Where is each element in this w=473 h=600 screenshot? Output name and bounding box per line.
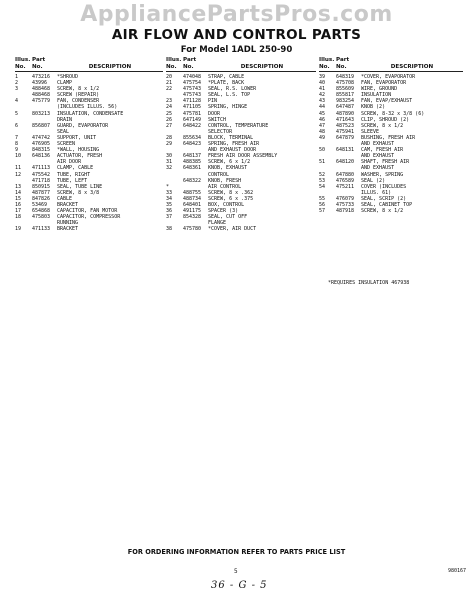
part-number: 43996	[32, 80, 48, 87]
part-number: 488385	[183, 159, 202, 166]
part-header: Part	[183, 57, 197, 63]
illus-number: 36	[166, 208, 173, 215]
illus-number: 40	[319, 80, 326, 87]
part-no-header: No.	[183, 63, 194, 70]
part-description: CAPACITOR, COMPRESSOR	[57, 214, 121, 221]
part-number: 471718	[32, 177, 51, 184]
illus-number: 27	[166, 122, 173, 129]
part-number: 647880	[336, 171, 355, 178]
part-number: 654868	[32, 208, 51, 215]
part-number: 487877	[32, 189, 51, 196]
illus-number: 19	[15, 226, 22, 233]
part-description: CLAMP	[57, 80, 73, 87]
part-number: 475743	[183, 92, 202, 99]
illus-no-header: No.	[166, 63, 177, 70]
illus-number: 28	[166, 134, 173, 141]
part-description: CONTROL, TEMPERATURE	[208, 122, 269, 129]
part-header: Part	[32, 57, 46, 63]
part-number: 648137	[183, 153, 202, 160]
part-number: 474048	[183, 74, 202, 80]
part-description: FAN, CONDENSER	[57, 98, 100, 105]
illus-number: 34	[166, 195, 173, 202]
illus-number: 29	[166, 141, 173, 148]
illus-number: 5	[15, 110, 19, 117]
illus-number: 42	[319, 92, 326, 99]
part-number: 53469	[32, 201, 48, 208]
illus-header: Illus.	[319, 57, 335, 63]
part-description: FRESH AIR DOOR ASSEMBLY	[208, 153, 278, 160]
illus-number: 13	[15, 183, 22, 190]
page-number: 5	[234, 568, 238, 575]
part-number: 475542	[32, 171, 51, 178]
parts-column-2	[166, 57, 316, 232]
illus-number: 24	[166, 104, 173, 111]
part-number: 476079	[336, 195, 355, 202]
description-header: DESCRIPTION	[88, 63, 132, 70]
part-number: 855817	[336, 92, 355, 99]
part-number: 471113	[32, 165, 51, 172]
illus-number: 32	[166, 165, 173, 172]
illus-number: 54	[319, 183, 326, 190]
part-description: AND EXHAUST DOOR	[208, 147, 257, 154]
part-number: 476905	[32, 141, 51, 148]
part-description: SCREW, 8 x 3/8	[57, 189, 100, 196]
part-description: *PLATE, BACK	[208, 80, 245, 87]
part-description: CLAMP, CABLE	[57, 165, 94, 172]
handwritten-code: 36 - G - 5	[211, 580, 268, 591]
ordering-footer: FOR ORDERING INFORMATION REFER TO PARTS PRICE LIST	[127, 548, 346, 556]
illus-number: 46	[319, 116, 326, 123]
part-description: BUSHING, FRESH AIR	[361, 134, 416, 141]
part-description: WASHER, SPRING	[361, 171, 404, 178]
page-title: AIR FLOW AND CONTROL PARTS	[111, 27, 362, 43]
illus-number: 55	[319, 195, 326, 202]
part-description: SEAL, R.S. LOWER	[208, 86, 257, 93]
part-description: RUNNING	[57, 220, 79, 227]
illus-number: 51	[319, 159, 326, 166]
part-no-header: No.	[336, 63, 347, 70]
illus-number: 6	[15, 122, 19, 129]
part-description: PIN	[208, 98, 218, 105]
model-subtitle: For Model 1ADL 250-90	[180, 45, 293, 55]
part-description: SCREW, 6 x 1/2	[208, 159, 251, 166]
part-description: CAPACITOR, FAN MOTOR	[57, 208, 118, 215]
illus-number: 2	[15, 80, 19, 87]
part-description: BRACKET	[57, 226, 79, 233]
part-number: 475803	[32, 214, 51, 221]
illus-number: *	[166, 183, 170, 190]
part-description: SEAL, CABINET TOP	[361, 201, 413, 208]
illus-number: 31	[166, 159, 173, 166]
illus-number: 57	[319, 208, 326, 215]
illus-number: 1	[15, 74, 19, 80]
illus-number: 8	[15, 141, 19, 148]
illus-number: 53	[319, 177, 326, 184]
part-description: KNOB, FRESH	[208, 177, 242, 184]
part-number: 488468	[32, 92, 51, 99]
part-row	[15, 226, 163, 232]
part-number: 803213	[32, 110, 51, 117]
part-number: 475733	[336, 201, 355, 208]
part-description: SCREW, 8-32 x 3/8 (6)	[361, 110, 425, 117]
part-number: 647149	[183, 116, 202, 123]
illus-number: 48	[319, 128, 326, 135]
illus-number: 26	[166, 116, 173, 123]
part-description: SHAFT, FRESH AIR	[361, 159, 410, 166]
part-description: SCREW (REPAIR)	[57, 92, 100, 99]
part-number: 475941	[336, 128, 355, 135]
parts-column-1	[15, 57, 163, 232]
part-description: KNOB, EXHAUST	[208, 165, 248, 172]
part-description: SPRING, HINGE	[208, 104, 248, 111]
part-description: SLEEVE	[361, 128, 380, 135]
illus-number: 16	[15, 201, 22, 208]
illus-number: 41	[319, 86, 326, 93]
part-description: TUBE, LEFT	[57, 177, 88, 184]
part-description: BRACKET	[57, 201, 79, 208]
part-description: (INCLUDES ILLUS. 56)	[57, 104, 118, 111]
part-description: SCREW, 8 x 1/2	[361, 208, 404, 215]
part-number: 473216	[32, 74, 51, 80]
part-description: AIR CONTROL	[208, 183, 242, 190]
part-description: AND EXHAUST	[361, 141, 395, 148]
illus-number: 10	[15, 153, 22, 160]
illus-number: 38	[166, 226, 173, 233]
part-number: 854328	[183, 214, 202, 221]
illus-number: 49	[319, 134, 326, 141]
part-description: SCREW, 8 x 1/2	[57, 86, 100, 93]
part-number: 474742	[32, 134, 51, 141]
part-row	[166, 226, 316, 232]
part-description: KNOB (2)	[361, 104, 386, 111]
part-number: 855609	[336, 86, 355, 93]
part-description: DRAIN	[57, 116, 73, 123]
part-description: CABLE	[57, 195, 73, 202]
document-code: 980167	[448, 568, 467, 574]
part-number: 648120	[336, 159, 355, 166]
part-description: SEAL, L.S. TOP	[208, 92, 251, 99]
part-description: DOOR	[208, 110, 221, 117]
illus-no-header: No.	[319, 63, 330, 70]
part-row	[319, 208, 463, 214]
part-description: SEAL	[57, 128, 70, 135]
illus-number: 4	[15, 98, 19, 105]
column-header	[166, 57, 316, 72]
part-number: 491175	[183, 208, 202, 215]
part-description: FAN, EVAP/EXHAUST	[361, 98, 413, 105]
illus-number: 21	[166, 80, 173, 87]
part-header: Part	[336, 57, 350, 63]
part-description: FAN, EVAPORATOR	[361, 80, 407, 87]
illus-number: 23	[166, 98, 173, 105]
part-number: 475780	[183, 226, 202, 233]
part-description: SCREW, 6 x .375	[208, 195, 254, 202]
illus-number: 45	[319, 110, 326, 117]
part-description: AND EXHAUST	[361, 153, 395, 160]
part-number: 648319	[336, 74, 355, 80]
part-description: STRAP, CABLE	[208, 74, 245, 80]
part-number: 648361	[183, 165, 202, 172]
part-description: CAM, FRESH AIR	[361, 147, 404, 154]
part-number: 847826	[32, 195, 51, 202]
part-description: SEAL, SCRIP (2)	[361, 195, 407, 202]
part-number: 487523	[336, 122, 355, 129]
insulation-note: *REQUIRES INSULATION 467938	[328, 280, 410, 286]
part-description: CONTROL	[208, 171, 230, 178]
illus-number: 56	[319, 201, 326, 208]
illus-number: 47	[319, 122, 326, 129]
watermark: AppliancePartsPros.com	[80, 2, 393, 27]
illus-number: 22	[166, 86, 173, 93]
part-number: 488755	[183, 189, 202, 196]
part-number: 475743	[183, 86, 202, 93]
column-header	[15, 57, 163, 72]
part-description: INSULATION, CONDENSATE	[57, 110, 124, 117]
part-description: SPACER (3)	[208, 208, 239, 215]
illus-number: 37	[166, 214, 173, 221]
part-description: ILLUS. 61)	[361, 189, 392, 196]
part-description: AIR DOOR	[57, 159, 82, 166]
part-number: 475708	[336, 80, 355, 87]
part-number: 983254	[336, 98, 355, 105]
illus-number: 43	[319, 98, 326, 105]
part-number: 856807	[32, 122, 51, 129]
part-number: 648322	[183, 177, 202, 184]
part-description: *SHROUD	[57, 74, 79, 80]
illus-header: Illus.	[166, 57, 182, 63]
part-number: 648423	[183, 141, 202, 148]
part-number: 855634	[183, 134, 202, 141]
part-description: ACTUATOR, FRESH	[57, 153, 103, 160]
part-number: 475211	[336, 183, 355, 190]
illus-number: 25	[166, 110, 173, 117]
illus-number: 17	[15, 208, 22, 215]
illus-number: 11	[15, 165, 22, 172]
part-description: AND EXHAUST	[361, 165, 395, 172]
part-description: SEAL, CUT OFF	[208, 214, 248, 221]
part-description: FLANGE	[208, 220, 227, 227]
part-number: 648401	[183, 201, 202, 208]
description-header: DESCRIPTION	[390, 63, 434, 70]
illus-number: 9	[15, 147, 19, 154]
part-description: BLOCK, TERMINAL	[208, 134, 254, 141]
part-description: SELECTOR	[208, 128, 233, 135]
part-number: 648131	[336, 147, 355, 154]
part-number: 471105	[183, 104, 202, 111]
part-number: 488468	[32, 86, 51, 93]
part-description: SWITCH	[208, 116, 227, 123]
part-number: 475754	[183, 80, 202, 87]
illus-number: 50	[319, 147, 326, 154]
illus-number: 18	[15, 214, 22, 221]
part-number: 648136	[32, 153, 51, 160]
part-description: *WALL, HOUSING	[57, 147, 100, 154]
part-number: 647487	[336, 104, 355, 111]
part-number: 471643	[336, 116, 355, 123]
illus-header: Illus.	[15, 57, 31, 63]
part-number: 471128	[183, 98, 202, 105]
part-number: 475779	[32, 98, 51, 105]
illus-number: 35	[166, 201, 173, 208]
illus-number: 14	[15, 189, 22, 196]
parts-column-3	[319, 57, 463, 214]
part-description: SCREW, 8 x 1/2	[361, 122, 404, 129]
illus-number: 20	[166, 74, 173, 80]
illus-no-header: No.	[15, 63, 26, 70]
illus-number: 30	[166, 153, 173, 160]
part-description: BOX, CONTROL	[208, 201, 245, 208]
part-description: *COVER, EVAPORATOR	[361, 74, 416, 80]
part-description: COVER (INCLUDES	[361, 183, 407, 190]
part-number: 471133	[32, 226, 51, 233]
part-number: 647879	[336, 134, 355, 141]
part-description: SUPPORT, UNIT	[57, 134, 97, 141]
part-description: TUBE, RIGHT	[57, 171, 91, 178]
illus-number: 39	[319, 74, 326, 80]
part-description: SEAL, TUBE LINE	[57, 183, 103, 190]
illus-number: 44	[319, 104, 326, 111]
part-number: 848315	[32, 147, 51, 154]
part-description: SCREW, 8 x .362	[208, 189, 254, 196]
illus-number: 12	[15, 171, 22, 178]
part-description: INSULATION	[361, 92, 392, 99]
illus-number: 15	[15, 195, 22, 202]
illus-number: 3	[15, 86, 19, 93]
part-number: 475781	[183, 110, 202, 117]
illus-number: 33	[166, 189, 173, 196]
part-number: 488734	[183, 195, 202, 202]
part-number: 648422	[183, 122, 202, 129]
part-description: *COVER, AIR DUCT	[208, 226, 257, 233]
part-number: 487918	[336, 208, 355, 215]
part-description: GUARD, EVAPORATOR	[57, 122, 109, 129]
part-no-header: No.	[32, 63, 43, 70]
part-number: 487890	[336, 110, 355, 117]
part-number: 476589	[336, 177, 355, 184]
column-header	[319, 57, 463, 72]
illus-number: 52	[319, 171, 326, 178]
part-description: SPRING, FRESH AIR	[208, 141, 260, 148]
part-description: SCREEN	[57, 141, 76, 148]
part-number: 850915	[32, 183, 51, 190]
description-header: DESCRIPTION	[240, 63, 284, 70]
part-description: CLIP, SHROUD (2)	[361, 116, 410, 123]
illus-number: 7	[15, 134, 19, 141]
part-description: SEAL (2)	[361, 177, 386, 184]
part-description: WIRE, GROUND	[361, 86, 398, 93]
